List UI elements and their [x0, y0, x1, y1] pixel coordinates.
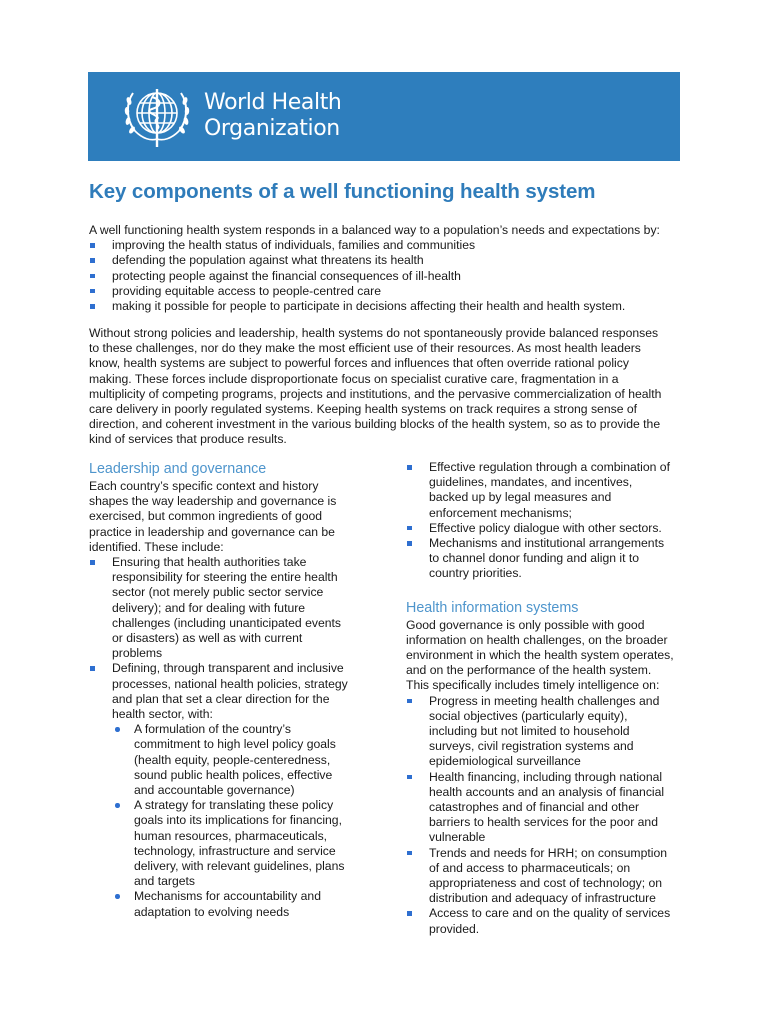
text-line: Mechanisms and institutional arrangements — [429, 536, 665, 551]
text-line: country priorities. — [429, 566, 522, 581]
text-line: goals into its implications for financing, — [134, 813, 342, 828]
list-item — [406, 906, 696, 936]
text-line: information on health challenges, on the broader — [406, 632, 668, 647]
text-line: technology, infrastructure and service — [134, 843, 336, 858]
text-line: A formulation of the country’s — [134, 722, 291, 737]
text-line: challenges (including unanticipated events — [112, 615, 342, 630]
intro-bullet-list — [89, 238, 689, 314]
section-heading-information-systems: Health information systems — [406, 599, 579, 616]
text-line: Trends and needs for HRH; on consumption — [429, 845, 668, 860]
text-line: adaptation to evolving needs — [134, 904, 290, 919]
text-line: A strategy for translating these policy — [134, 798, 334, 813]
intro-section — [89, 223, 689, 314]
text-line: Progress in meeting health challenges and — [429, 693, 660, 708]
paragraph-line: multiplicity of competing programs, projects and institutions, and the pervasive commercialization of health — [89, 386, 662, 401]
header-banner — [88, 72, 680, 161]
text-line: processes, national health policies, strategy — [112, 676, 348, 691]
list-item — [89, 555, 369, 661]
his-intro — [406, 618, 696, 694]
text-line: health sector, with: — [112, 707, 213, 722]
text-line: This specifically includes timely intelligence on: — [406, 678, 660, 693]
leadership-intro — [89, 479, 369, 555]
text-line: sector (not merely public sector service — [112, 585, 324, 600]
left-column — [89, 460, 369, 920]
list-item — [406, 536, 696, 582]
paragraph-line: making. These forces include disproportionate focus on specialist curative care, fragmentation in a — [89, 371, 619, 386]
list-item — [406, 770, 696, 846]
text-line: and plan that set a clear direction for the — [112, 691, 330, 706]
text-line: including but not limited to household — [429, 724, 630, 739]
who-emblem-icon — [121, 81, 193, 153]
text-line: Effective regulation through a combination of — [429, 460, 670, 474]
text-line: surveys, civil registration systems and — [429, 739, 634, 754]
text-line: barriers to health services for the poor and — [429, 815, 658, 830]
text-line: social objectives (particularly equity), — [429, 708, 628, 723]
paragraph-line: kind of services that produce results. — [89, 432, 287, 447]
text-line: vulnerable — [429, 830, 486, 845]
text-line: Effective policy dialogue with other sectors. — [429, 520, 662, 535]
sub-list-item — [112, 798, 369, 889]
text-line: Each country’s specific context and history — [89, 479, 319, 493]
text-line: identified. These include: — [89, 539, 224, 554]
intro-lead: A well functioning health system responds in a balanced way to a population’s needs and expectations by: — [89, 223, 660, 237]
text-line: epidemiological surveillance — [429, 754, 581, 769]
intro-bullet: making it possible for people to participate in decisions affecting their health and health system. — [89, 299, 689, 314]
intro-bullet: defending the population against what threatens its health — [89, 253, 689, 268]
text-line: and on the performance of the health system. — [406, 663, 652, 678]
text-line: appropriateness and cost of technology; on — [429, 876, 663, 891]
text-line: shapes the way leadership and governance is — [89, 494, 337, 509]
text-line: provided. — [429, 921, 480, 936]
text-line: health accounts and an analysis of financial — [429, 784, 665, 799]
intro-bullet: protecting people against the financial consequences of ill-health — [89, 269, 689, 284]
body-paragraph — [89, 326, 689, 448]
text-line: and targets — [134, 874, 195, 889]
text-line: exercised, but common ingredients of good — [89, 509, 323, 524]
text-line: and accountable governance) — [134, 783, 295, 798]
text-line: responsibility for steering the entire health — [112, 570, 338, 585]
intro-bullet: providing equitable access to people-centred care — [89, 284, 689, 299]
list-item — [406, 694, 696, 770]
his-bullet-list — [406, 694, 696, 937]
text-line: environment in which the health system operates, — [406, 648, 674, 663]
sub-list-item — [112, 722, 369, 798]
text-line: enforcement mechanisms; — [429, 505, 572, 520]
text-line: delivery, with relevant guidelines, plans — [134, 859, 345, 874]
text-line: catastrophes and of financial and other — [429, 800, 640, 815]
text-line: problems — [112, 646, 163, 661]
list-item — [89, 661, 369, 919]
org-name — [204, 90, 341, 142]
leadership-bullet-list — [89, 555, 369, 920]
text-line: of and access to pharmaceuticals; on — [429, 860, 631, 875]
text-line: delivery); and for dealing with future — [112, 600, 306, 615]
text-line: sound public health polices, effective — [134, 767, 333, 782]
list-item — [406, 521, 696, 536]
text-line: Mechanisms for accountability and — [134, 889, 321, 904]
governance-continued-list — [406, 460, 696, 582]
text-line: to channel donor funding and align it to — [429, 551, 640, 566]
text-line: Defining, through transparent and inclusive — [112, 661, 344, 676]
text-line: guidelines, mandates, and incentives, — [429, 475, 633, 490]
text-line: Health financing, including through national — [429, 769, 663, 784]
text-line: distribution and adequacy of infrastructure — [429, 891, 656, 906]
sub-bullet-list — [112, 722, 369, 920]
intro-bullet: improving the health status of individuals, families and communities — [89, 238, 689, 253]
list-item — [406, 846, 696, 907]
text-line: commitment to high level policy goals — [134, 737, 336, 752]
text-line: Good governance is only possible with good — [406, 617, 645, 632]
org-name-line2: Organization — [204, 116, 340, 141]
paragraph-line: direction, and coherent investment in the various building blocks of the health system, so as to provide the — [89, 417, 661, 432]
text-line: (health equity, people-centeredness, — [134, 752, 331, 767]
text-line: human resources, pharmaceuticals, — [134, 828, 328, 843]
paragraph-line: know, health systems are subject to powerful forces and influences that often override rational policy — [89, 356, 629, 371]
text-line: or disasters) as well as with current — [112, 631, 303, 646]
right-column — [406, 460, 696, 937]
list-item — [406, 460, 696, 521]
text-line: practice in leadership and governance can be — [89, 524, 335, 539]
paragraph-line: Without strong policies and leadership, health systems do not spontaneously provide balanced responses — [89, 326, 659, 340]
paragraph-line: care delivery in poorly regulated systems. Keeping health systems on track requires a strong sense of — [89, 402, 638, 417]
text-line: Ensuring that health authorities take — [112, 555, 307, 570]
section-heading-leadership: Leadership and governance — [89, 461, 267, 477]
text-line: backed up by legal measures and — [429, 490, 612, 505]
paragraph-line: to these challenges, nor do they make the most efficient use of their resources. As most health leaders — [89, 341, 641, 356]
org-name-line1: World Health — [204, 90, 342, 115]
text-line: Access to care and on the quality of services — [429, 906, 671, 921]
sub-list-item — [112, 889, 369, 919]
page-title: Key components of a well functioning health system — [89, 180, 596, 203]
